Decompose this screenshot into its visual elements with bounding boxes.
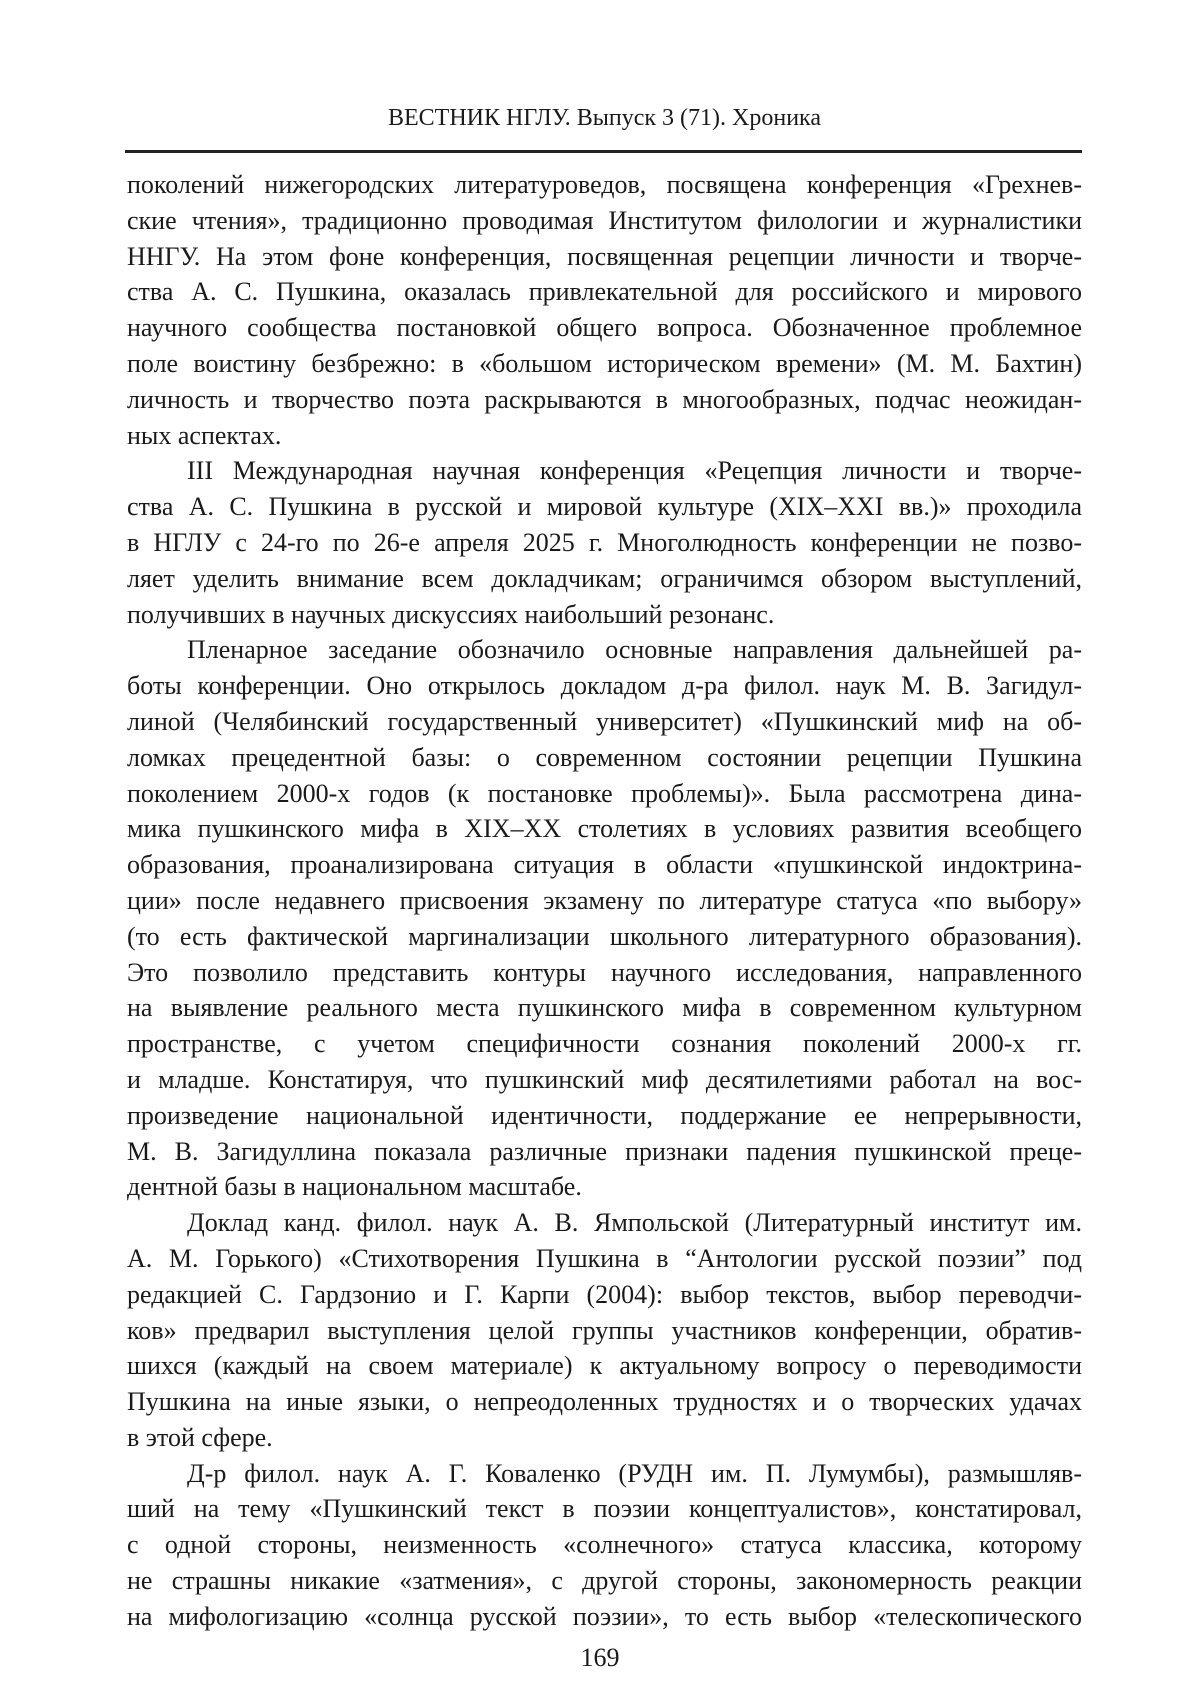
- text-line: научного сообщества постановкой общего вопроса. Обозначенное проблемное: [127, 310, 1082, 346]
- text-line: ции» после недавнего присвоения экзамену по литературе статуса «по выбору»: [127, 883, 1082, 919]
- text-line: М. В. Загидуллина показала различные признаки падения пушкинской преце-: [127, 1134, 1082, 1170]
- text-line: ший на тему «Пушкинский текст в поэзии концептуалистов», констатировал,: [127, 1491, 1082, 1527]
- text-line: редакцией С. Гардзонио и Г. Карпи (2004): выбор текстов, выбор переводчи-: [127, 1277, 1082, 1313]
- running-header: ВЕСТНИК НГЛУ. Выпуск 3 (71). Хроника: [127, 100, 1082, 136]
- article-body: [127, 167, 1082, 1635]
- text-line: линой (Челябинский государственный университет) «Пушкинский миф на об-: [127, 704, 1082, 740]
- text-line: личность и творчество поэта раскрываются в многообразных, подчас неожидан-: [127, 382, 1082, 418]
- paragraph: [127, 1456, 1082, 1635]
- text-line: поколением 2000-х годов (к постановке проблемы)». Была рассмотрена дина-: [127, 776, 1082, 812]
- text-line: ляет уделить внимание всем докладчикам; ограничимся обзором выступлений,: [127, 561, 1082, 597]
- text-line: образования, проанализирована ситуация в области «пушкинской индоктрина-: [127, 847, 1082, 883]
- text-line: Пленарное заседание обозначило основные направления дальнейшей ра-: [127, 632, 1082, 668]
- text-line: (то есть фактической маргинализации школьного литературного образования).: [127, 919, 1082, 955]
- text-line: ские чтения», традиционно проводимая Институтом филологии и журналистики: [127, 203, 1082, 239]
- text-line: пространстве, с учетом специфичности сознания поколений 2000-х гг.: [127, 1026, 1082, 1062]
- paragraph: [127, 632, 1082, 1205]
- text-line: III Международная научная конференция «Рецепция личности и творче-: [127, 453, 1082, 489]
- text-line: ков» предварил выступления целой группы участников конференции, обратив-: [127, 1313, 1082, 1349]
- text-line: ных аспектах.: [127, 418, 1082, 454]
- text-line: ННГУ. На этом фоне конференция, посвященная рецепции личности и творче-: [127, 239, 1082, 275]
- paragraph: [127, 453, 1082, 632]
- header-rule: [125, 150, 1082, 153]
- text-line: Это позволило представить контуры научного исследования, направленного: [127, 955, 1082, 991]
- text-line: шихся (каждый на своем материале) к актуальному вопросу о переводимости: [127, 1348, 1082, 1384]
- text-line: в этой сфере.: [127, 1420, 1082, 1456]
- text-line: дентной базы в национальном масштабе.: [127, 1169, 1082, 1205]
- paragraph: [127, 1205, 1082, 1456]
- text-line: боты конференции. Оно открылось докладом д-ра филол. наук М. В. Загидул-: [127, 668, 1082, 704]
- text-line: и младше. Констатируя, что пушкинский миф десятилетиями работал на вос-: [127, 1062, 1082, 1098]
- text-line: ства А. С. Пушкина в русской и мировой культуре (XIX–XXI вв.)» проходила: [127, 489, 1082, 525]
- text-line: произведение национальной идентичности, поддержание ее непрерывности,: [127, 1098, 1082, 1134]
- text-line: А. М. Горького) «Стихотворения Пушкина в “Антологии русской поэзии” под: [127, 1241, 1082, 1277]
- text-line: на мифологизацию «солнца русской поэзии», то есть выбор «телескопического: [127, 1599, 1082, 1635]
- text-line: ства А. С. Пушкина, оказалась привлекательной для российского и мирового: [127, 274, 1082, 310]
- text-line: Д-р филол. наук А. Г. Коваленко (РУДН им. П. Лумумбы), размышляв-: [127, 1456, 1082, 1492]
- text-line: получивших в научных дискуссиях наибольший резонанс.: [127, 597, 1082, 633]
- text-line: мика пушкинского мифа в XIX–XX столетиях в условиях развития всеобщего: [127, 811, 1082, 847]
- text-line: Пушкина на иные языки, о непреодоленных трудностях и о творческих удачах: [127, 1384, 1082, 1420]
- text-line: ломках прецедентной базы: о современном состоянии рецепции Пушкина: [127, 740, 1082, 776]
- text-line: не страшны никакие «затмения», с другой стороны, закономерность реакции: [127, 1563, 1082, 1599]
- text-line: Доклад канд. филол. наук А. В. Ямпольской (Литературный институт им.: [127, 1205, 1082, 1241]
- text-line: в НГЛУ с 24-го по 26-е апреля 2025 г. Многолюдность конференции не позво-: [127, 525, 1082, 561]
- page-number: 169: [0, 1640, 1200, 1676]
- text-line: поле воистину безбрежно: в «большом историческом времени» (М. М. Бахтин): [127, 346, 1082, 382]
- text-line: на выявление реального места пушкинского мифа в современном культурном: [127, 990, 1082, 1026]
- text-line: с одной стороны, неизменность «солнечного» статуса классика, которому: [127, 1527, 1082, 1563]
- text-line: поколений нижегородских литературоведов, посвящена конференция «Грехнев-: [127, 167, 1082, 203]
- paragraph: [127, 167, 1082, 453]
